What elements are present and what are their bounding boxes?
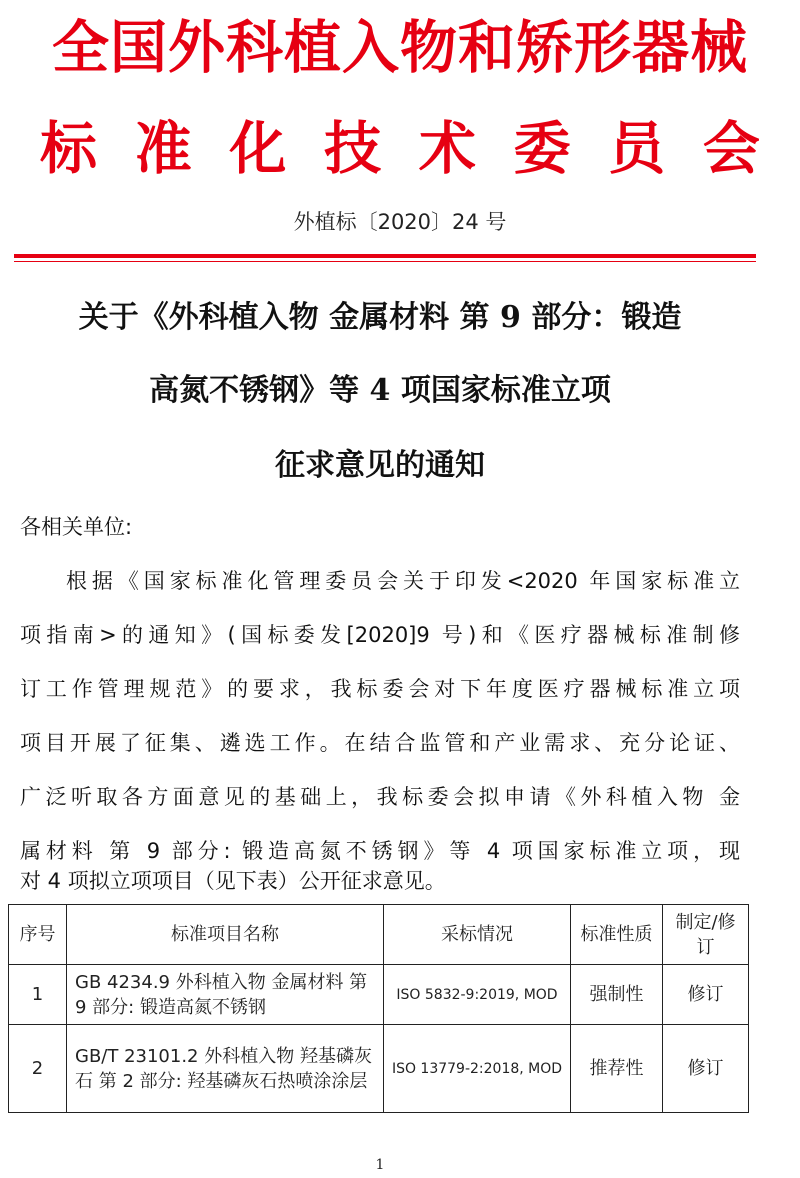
- header-name: 标准项目名称: [67, 905, 384, 965]
- header-type: 制定/修订: [663, 905, 749, 965]
- org-char: 委: [513, 115, 571, 182]
- header-nature: 标准性质: [571, 905, 663, 965]
- table-header-row: [9, 905, 749, 965]
- table-row: [9, 965, 749, 1025]
- page-number: 1: [375, 1157, 385, 1173]
- cell-adoption: ISO 5832-9:2019, MOD: [384, 965, 571, 1025]
- issuing-organization-line2: [40, 103, 760, 185]
- paragraph-line: 对 4 项拟立项项目（见下表）公开征求意见。: [20, 869, 446, 893]
- paragraph-line: 项指南>的通知》(国标委发[2020]9 号)和《医疗器械标准制修: [20, 623, 740, 647]
- cell-nature: 强制性: [571, 965, 663, 1025]
- red-header-rule-thin: [14, 261, 756, 262]
- standards-table: [8, 904, 749, 1113]
- notice-title-line3: 征求意见的通知: [275, 448, 485, 483]
- org-char: 准: [134, 115, 192, 182]
- cell-name: GB/T 23101.2 外科植入物 羟基磷灰石 第 2 部分: 羟基磷灰石热喷涂涂层: [67, 1025, 384, 1113]
- paragraph-line: 广泛听取各方面意见的基础上，我标委会拟申请《外科植入物 金: [20, 785, 740, 809]
- org-char: 会: [702, 115, 760, 182]
- cell-adoption: ISO 13779-2:2018, MOD: [384, 1025, 571, 1113]
- org-char: 术: [418, 115, 476, 182]
- notice-title-line2: 高氮不锈钢》等 4 项国家标准立项: [149, 373, 611, 408]
- cell-name: GB 4234.9 外科植入物 金属材料 第 9 部分: 锻造高氮不锈钢: [67, 965, 384, 1025]
- cell-seq: 2: [9, 1025, 67, 1113]
- org-char: 化: [229, 115, 287, 182]
- salutation: 各相关单位:: [20, 515, 133, 539]
- paragraph-line: 根据《国家标准化管理委员会关于印发<2020 年国家标准立: [66, 569, 740, 593]
- paragraph-line: 订工作管理规范》的要求，我标委会对下年度医疗器械标准立项: [20, 677, 740, 701]
- org-char: 技: [324, 115, 382, 182]
- cell-type: 修订: [663, 1025, 749, 1113]
- header-adoption: 采标情况: [384, 905, 571, 965]
- issuing-organization-line1: 全国外科植入物和矫形器械: [52, 14, 748, 81]
- paragraph-line: 属材料 第 9 部分: 锻造高氮不锈钢》等 4 项国家标准立项，现: [20, 839, 740, 863]
- header-seq: 序号: [9, 905, 67, 965]
- red-header-rule-thick: [14, 254, 756, 258]
- table-row: [9, 1025, 749, 1113]
- cell-nature: 推荐性: [571, 1025, 663, 1113]
- org-char: 员: [608, 115, 666, 182]
- notice-title-line1: 关于《外科植入物 金属材料 第 9 部分：锻造: [78, 300, 682, 335]
- cell-seq: 1: [9, 965, 67, 1025]
- paragraph-line: 项目开展了征集、遴选工作。在结合监管和产业需求、充分论证、: [20, 731, 740, 755]
- document-number: 外植标〔2020〕24 号: [293, 210, 507, 234]
- org-char: 标: [40, 115, 97, 182]
- cell-type: 修订: [663, 965, 749, 1025]
